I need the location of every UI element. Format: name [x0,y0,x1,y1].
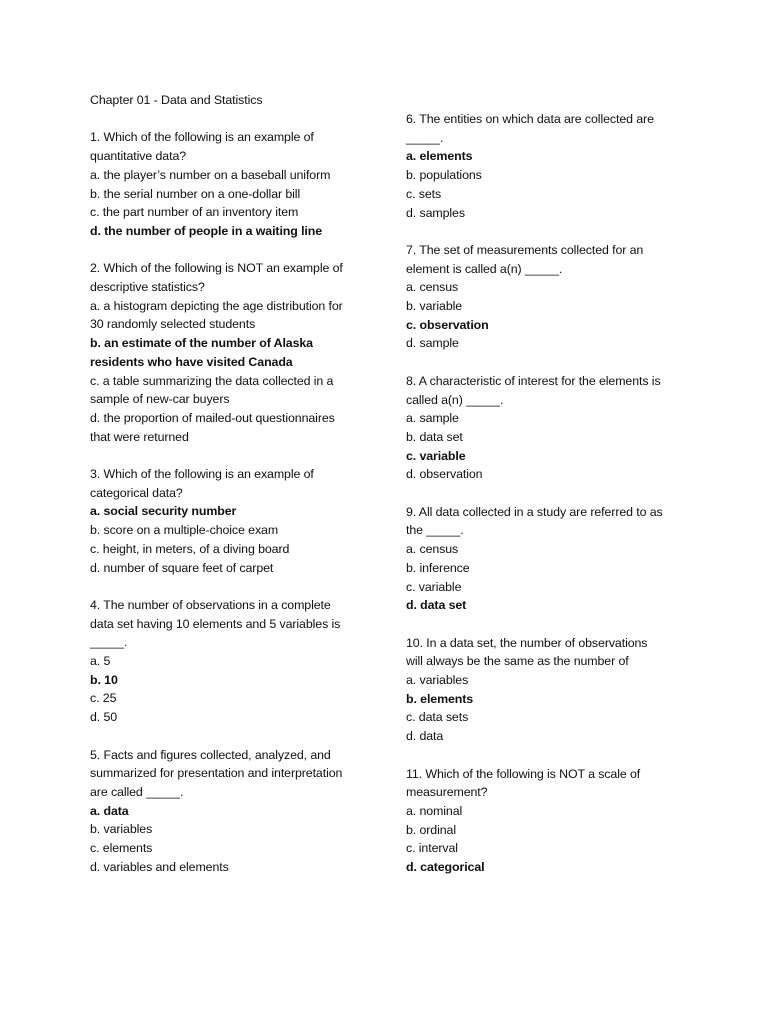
question-line: b. an estimate of the number of Alaska [90,336,313,351]
question-text: 5. Facts and figures collected, analyzed, and [90,747,331,762]
question-line: data set having 10 elements and 5 variables is [90,616,341,631]
question-line: b. inference [406,560,470,575]
question-line: b. the serial number on a one-dollar bill [90,186,301,201]
question-line: d. the number of people in a waiting line [90,223,323,238]
left-question-list [90,128,380,876]
question-text: 8. A characteristic of interest for the elements is [406,373,661,388]
question-text: 9. All data collected in a study are referred to as [406,504,663,519]
question-line: b. score on a multiple-choice exam [90,523,279,538]
question-text: 2. Which of the following is NOT an example of [90,261,343,276]
question-line: _____. [406,130,444,145]
question-text: 1. Which of the following is an example of [90,130,314,145]
question-line: a. census [406,280,459,295]
question-line: categorical data? [90,485,183,500]
left-column [90,91,380,895]
question-block [406,372,696,484]
question-block [90,128,380,240]
question-line: the _____. [406,523,464,538]
question-line: b. 10 [90,672,118,687]
question-line: b. ordinal [406,822,456,837]
question-line: 30 randomly selected students [90,317,256,332]
question-line: d. 50 [90,710,118,725]
question-block [406,241,696,353]
question-line: quantitative data? [90,149,187,164]
question-line: called a(n) _____. [406,392,504,407]
question-line: a. the player’s number on a baseball uniform [90,167,331,182]
question-block [90,596,380,727]
question-line: a. nominal [406,803,463,818]
question-line: b. data set [406,429,463,444]
question-block [406,634,696,746]
question-line: a. social security number [90,504,237,519]
question-line: d. data set [406,598,467,613]
question-block [406,765,696,877]
question-line: a. a histogram depicting the age distribution for [90,298,343,313]
question-line: c. variable [406,448,466,463]
question-block [406,503,696,615]
question-block [90,259,380,446]
question-line: descriptive statistics? [90,280,205,294]
question-line: d. number of square feet of carpet [90,560,274,575]
question-line: c. 25 [90,691,117,706]
question-line: _____. [90,635,128,650]
question-text: 7. The set of measurements collected for an [406,242,644,257]
question-line: b. populations [406,168,482,183]
question-line: d. samples [406,205,465,220]
question-text: 11. Which of the following is NOT a scale of [406,766,641,781]
question-block [90,746,380,877]
question-text: 3. Which of the following is an example of [90,467,314,482]
question-line: that were returned [90,429,189,444]
question-line: a. elements [406,149,473,164]
question-line: c. data sets [406,710,469,725]
question-line: a. census [406,542,459,557]
question-line: d. the proportion of mailed-out questionnaires [90,410,335,425]
question-block [90,465,380,577]
question-text: 4. The number of observations in a complete [90,597,331,612]
question-line: a. 5 [90,654,111,669]
question-line: d. variables and elements [90,859,229,874]
question-line: c. elements [90,841,153,856]
question-line: b. elements [406,691,474,706]
question-line: c. a table summarizing the data collected in a [90,373,334,388]
question-line: d. data [406,729,444,744]
question-line: a. data [90,803,129,818]
question-line: a. variables [406,673,469,688]
question-line: c. variable [406,579,462,594]
page-title: Chapter 01 - Data and Statistics [90,93,263,107]
question-line: c. the part number of an inventory item [90,205,299,220]
question-line: element is called a(n) _____. [406,261,563,276]
question-line: will always be the same as the number of [406,654,629,669]
question-block [406,110,696,222]
question-line: measurement? [406,785,488,800]
question-line: c. sets [406,186,442,201]
question-line: a. sample [406,411,459,426]
question-line: b. variables [90,822,153,837]
question-line: summarized for presentation and interpretation [90,766,343,781]
question-line: sample of new-car buyers [90,392,230,407]
question-line: d. categorical [406,860,485,875]
right-column [406,110,696,895]
question-line: d. observation [406,467,483,482]
question-line: b. variable [406,299,463,314]
question-text: 10. In a data set, the number of observations [406,635,648,650]
question-line: residents who have visited Canada [90,354,293,369]
question-line: d. sample [406,336,459,351]
right-question-list [406,110,696,877]
question-line: c. observation [406,317,489,332]
question-line: c. interval [406,841,458,856]
question-line: c. height, in meters, of a diving board [90,541,290,556]
question-line: are called _____. [90,784,184,799]
question-text: 6. The entities on which data are collected are [406,112,654,126]
